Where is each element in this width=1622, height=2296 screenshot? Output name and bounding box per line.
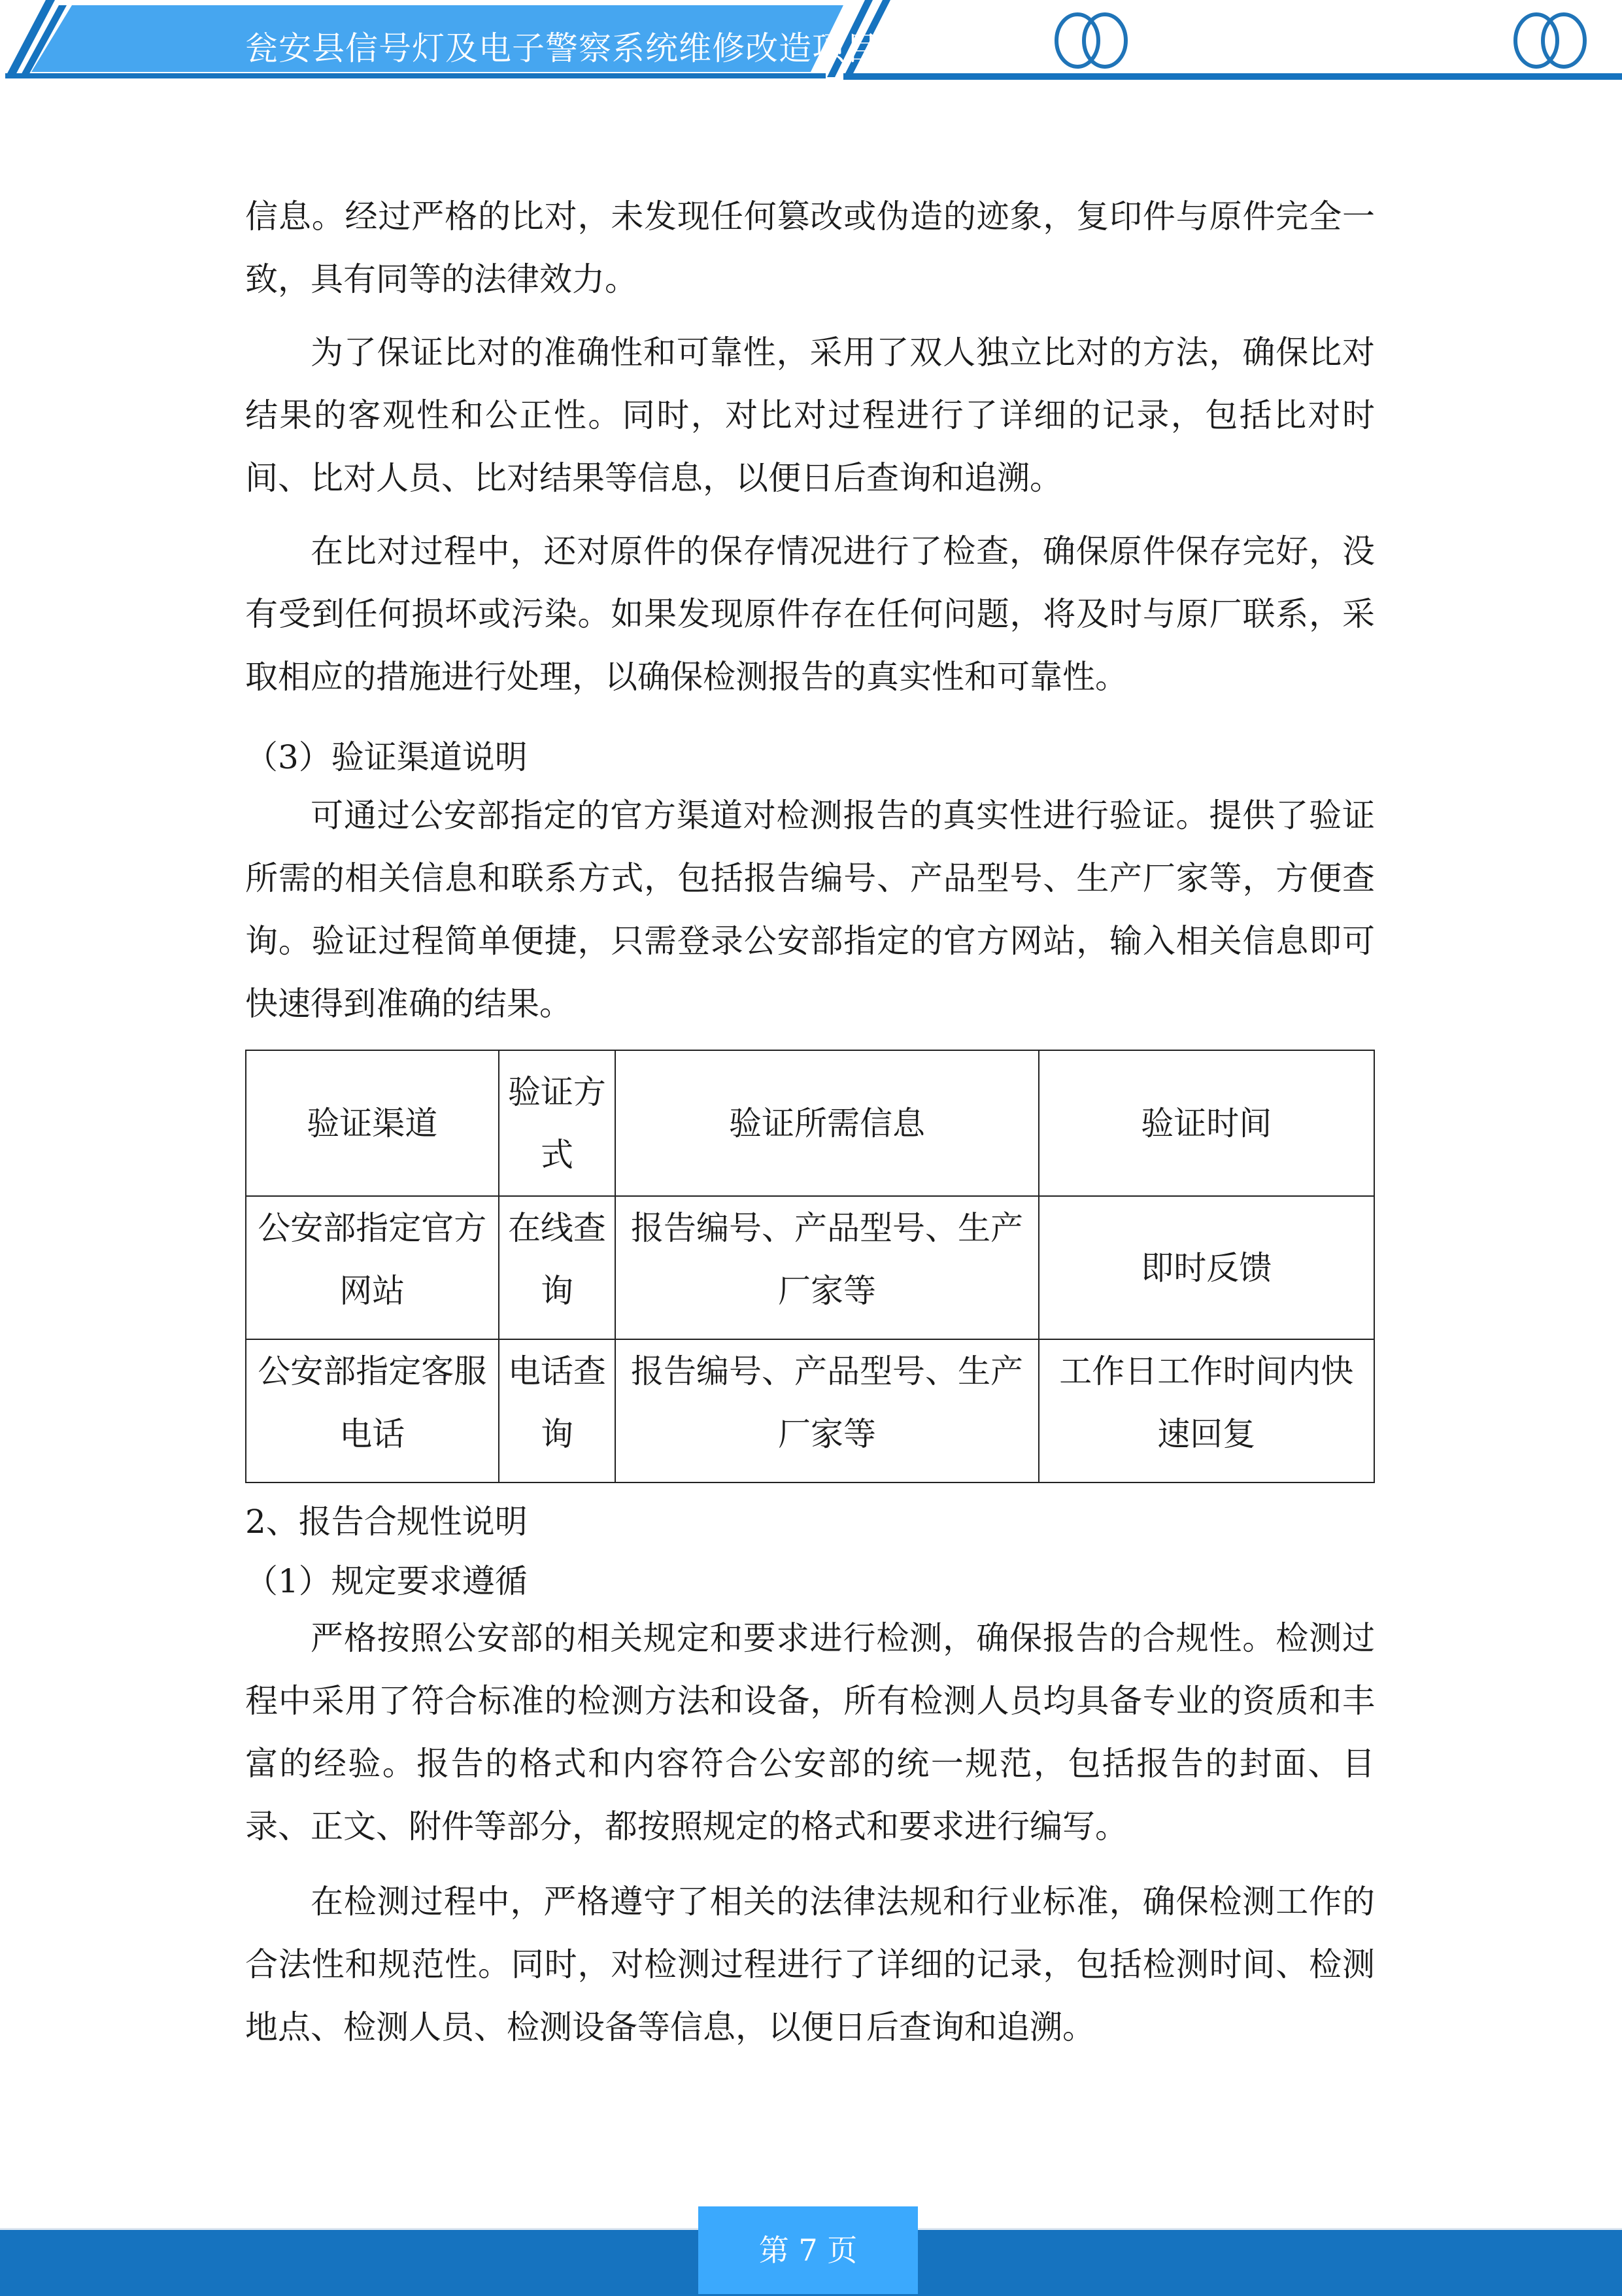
section-heading: （3）验证渠道说明: [245, 738, 528, 776]
paragraph: 在比对过程中，还对原件的保存情况进行了检查，确保原件保存完好，没有受到任何损坏或污染。如果发现原件存在任何问题，将及时与原厂联系，采取相应的措施进行处理，以确保检测报告的真实性和可靠性。: [245, 532, 1375, 696]
table-cell: 电话查询: [499, 1339, 616, 1482]
table-cell: 报告编号、产品型号、生产厂家等: [615, 1339, 1038, 1482]
table-cell: 在线查询: [499, 1196, 616, 1339]
page-header: [0, 0, 1622, 85]
section-heading: 2、报告合规性说明: [245, 1503, 528, 1541]
table-header-cell: 验证渠道: [246, 1050, 499, 1196]
table-cell: 即时反馈: [1039, 1196, 1374, 1339]
page-number: 第 7 页: [758, 2233, 858, 2268]
table-cell: 公安部指定客服电话: [246, 1339, 499, 1482]
verification-table: [245, 1050, 1375, 1483]
paragraph: 严格按照公安部的相关规定和要求进行检测，确保报告的合规性。检测过程中采用了符合标准的检测方法和设备，所有检测人员均具备专业的资质和丰富的经验。报告的格式和内容符合公安部的统一规范，包括报告的封面、目录、正文、附件等部分，都按照规定的格式和要求进行编写。: [245, 1619, 1375, 1845]
table-row: [246, 1339, 1374, 1482]
table-cell: 工作日工作时间内快速回复: [1039, 1339, 1374, 1482]
section-heading: （1）规定要求遵循: [245, 1562, 528, 1600]
table-row: [246, 1196, 1374, 1339]
table-cell: 报告编号、产品型号、生产厂家等: [615, 1196, 1038, 1339]
paragraph: 信息。经过严格的比对，未发现任何篡改或伪造的迹象，复印件与原件完全一致，具有同等的法律效力。: [245, 197, 1375, 298]
table-header-cell: 验证所需信息: [615, 1050, 1038, 1196]
document-title: 瓮安县信号灯及电子警察系统维修改造项目: [245, 29, 879, 67]
table-header-cell: 验证时间: [1039, 1050, 1374, 1196]
table-header-cell: 验证方式: [499, 1050, 616, 1196]
paragraph: 在检测过程中，严格遵守了相关的法律法规和行业标准，确保检测工作的合法性和规范性。同时，对检测过程进行了详细的记录，包括检测时间、检测地点、检测人员、检测设备等信息，以便日后查询和追溯。: [245, 1883, 1375, 2046]
paragraph: 为了保证比对的准确性和可靠性，采用了双人独立比对的方法，确保比对结果的客观性和公正性。同时，对比对过程进行了详细的记录，包括比对时间、比对人员、比对结果等信息，以便日后查询和追溯。: [245, 334, 1375, 497]
double-ring-icon: [1056, 14, 1585, 67]
table-header-row: [246, 1050, 1374, 1196]
table-cell: 公安部指定官方网站: [246, 1196, 499, 1339]
paragraph: 可通过公安部指定的官方渠道对检测报告的真实性进行验证。提供了验证所需的相关信息和联系方式，包括报告编号、产品型号、生产厂家等，方便查询。验证过程简单便捷，只需登录公安部指定的官方网站，输入相关信息即可快速得到准确的结果。: [245, 797, 1375, 1023]
